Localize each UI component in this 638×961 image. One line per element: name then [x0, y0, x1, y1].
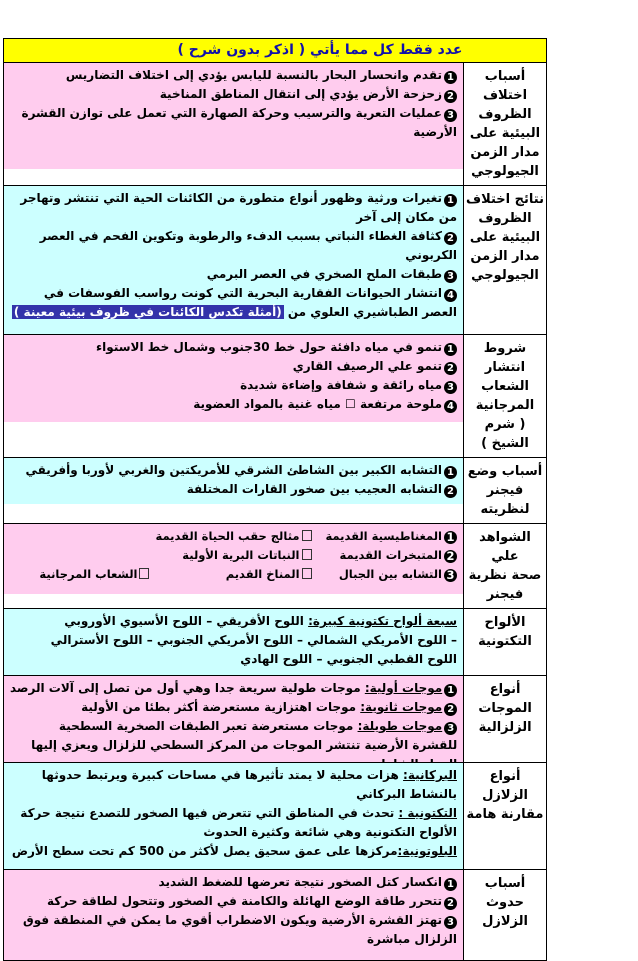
- label-line: الزلزالية: [478, 720, 532, 735]
- row-content: [4, 335, 463, 422]
- list-item: [10, 376, 457, 395]
- grid-cell: [318, 565, 457, 584]
- row-earthquake-causes: [4, 870, 546, 961]
- checkbox-icon: [139, 568, 149, 579]
- label-line: أنواع: [489, 682, 521, 697]
- row-content: [4, 763, 463, 869]
- item-text: اللوح الأفريقي – اللوح الأسيوي الأوروبي: [64, 614, 304, 628]
- highlighted-note: (أمثلة تكدس الكائنات في ظروف بيئية معينة ): [13, 305, 282, 319]
- number-marker: 2: [444, 362, 457, 375]
- lead-text: سبعة ألواح تكتونية كبيرة:: [308, 614, 457, 628]
- grid-cell: [10, 527, 149, 546]
- term: موجات ثانوية:: [360, 700, 443, 714]
- list-item: [10, 66, 457, 85]
- list-item: [10, 85, 457, 104]
- row-coral-reef-conditions: [4, 335, 546, 458]
- list-item: [10, 698, 457, 717]
- item-text: ملوحة مرتفعة ☐ مياه غنية بالمواد العضوية: [193, 397, 442, 411]
- checkbox-icon: [302, 568, 312, 579]
- checkbox-icon: [302, 549, 312, 560]
- row-label: [463, 63, 546, 185]
- term: موجات أولية:: [364, 681, 443, 695]
- label-line: التكتونية: [478, 634, 532, 649]
- label-line: أسباب اختلاف: [482, 69, 528, 103]
- label-line: شروط انتشار: [483, 341, 527, 375]
- label-line: صحة نظرية: [468, 568, 542, 583]
- number-marker: 2: [444, 90, 457, 103]
- label-line: فيجنر: [486, 587, 524, 602]
- item-text: هزات محلية لا يمتد تأثيرها في مساحات كبيرة ويرتبط حدوثها بالنشاط البركاني: [41, 768, 457, 801]
- label-line: الشعاب: [481, 379, 529, 394]
- item-text: النباتات البرية الأولية: [182, 548, 300, 562]
- number-marker: 1: [444, 684, 457, 697]
- list-item: [10, 357, 457, 376]
- row-content: [4, 870, 463, 960]
- label-line: الجيولوجي: [471, 268, 539, 283]
- number-marker: 2: [444, 485, 457, 498]
- worksheet-table: [3, 38, 547, 961]
- list-item: [10, 461, 457, 480]
- list-item: اللوح القطبي الجنوبي – اللوح الهادي: [240, 652, 457, 666]
- item-text: عمليات التعرية والترسيب وحركة الصهارة التي تعمل على توازن القشرة الأرضية: [21, 106, 457, 139]
- row-content: [4, 524, 463, 594]
- item-text: موجات مستعرضة تعبر الطبقات الصخرية السطحية للقشرة الأرضية تنتشر الموجات من المركز السطحي للزلزال ويعزي إليها: [31, 719, 458, 752]
- label-line: الألواح: [484, 615, 526, 630]
- row-environmental-change-results: [4, 186, 546, 335]
- number-marker: 2: [444, 232, 457, 245]
- item-text: المناخ القديم: [225, 567, 300, 581]
- number-marker: 3: [444, 916, 457, 929]
- list-item: [10, 104, 457, 142]
- row-content: [4, 458, 463, 504]
- number-marker: 3: [444, 569, 457, 582]
- number-marker: 3: [444, 109, 457, 122]
- item-text: المتبخرات القديمة: [339, 548, 442, 562]
- item-text: موجات طولية سريعة جدا وهي أول من تصل إلى آلات الرصد: [10, 681, 361, 695]
- number-marker: 2: [444, 703, 457, 716]
- item-text: مياه رائقة و شفافة وإضاءة شديدة: [240, 378, 442, 392]
- list-item: [10, 227, 457, 265]
- row-wegener-evidence: [4, 524, 546, 609]
- row-tectonic-plates: [4, 609, 546, 676]
- label-line: فيجنر لنظريته: [480, 483, 530, 517]
- number-marker: 1: [444, 466, 457, 479]
- item-text: مركزها على عمق سحيق يصل لأكثر من 500 كم تحت سطح الأرض: [11, 844, 398, 858]
- item-text: تقدم وانحسار البحار بالنسبة لليابس يؤدي إلى اختلاف التضاريس: [65, 68, 442, 82]
- label-line: أنواع الزلازل: [482, 769, 528, 803]
- term: البلوتونية:: [397, 844, 457, 858]
- list-item: [10, 480, 457, 499]
- label-line: البيئية على: [469, 126, 541, 141]
- row-label: [463, 335, 546, 457]
- row-content: [4, 186, 463, 334]
- item-text: انتشار الحيوانات الفقارية البحرية التي كونت رواسب الفوسفات في العصر الطباشيري العلوي من: [43, 286, 457, 319]
- table-header: عدد فقط كل مما يأتي ( اذكر بدون شرح ): [4, 39, 546, 63]
- label-line: الظروف: [478, 107, 532, 122]
- number-marker: 1: [444, 71, 457, 84]
- list-item: [10, 265, 457, 284]
- item-text: مثالج حقب الحياة القديمة: [155, 529, 300, 543]
- item-text: تتحرر طاقة الوضع الهائلة والكامنة في الصخور وتتحول لطاقة حركة: [47, 894, 442, 908]
- label-line: الظروف: [478, 211, 532, 226]
- row-label: [463, 870, 546, 960]
- item-text: زحزحة الأرض يؤدي إلى انتقال المناطق المناخية: [159, 87, 442, 101]
- list-item: [10, 284, 457, 322]
- grid-cell: [318, 527, 457, 546]
- list-item: [10, 842, 457, 861]
- number-marker: 1: [444, 878, 457, 891]
- list-item: [10, 892, 457, 911]
- list-item: [10, 804, 457, 842]
- label-line: الجيولوجي: [471, 164, 539, 179]
- item-text: موجات اهتزازية مستعرضة أكثر بطئا من الأولية: [81, 700, 357, 714]
- list-item: [10, 189, 457, 227]
- label-line: ( شرم الشيخ ): [481, 417, 529, 451]
- label-line: البيئية على: [469, 230, 541, 245]
- item-text: تحدث في المناطق التي تتعرض فيها الصخور للتصدع نتيجة حركة الألواح التكتونية وهي شائعة وكثيرة الحدوث: [20, 806, 457, 839]
- number-marker: 2: [444, 897, 457, 910]
- list-item: [10, 338, 457, 357]
- number-marker: 4: [444, 400, 457, 413]
- label-line: أسباب حدوث: [484, 876, 526, 910]
- item-text: تهتز القشرة الأرضية ويكون الاضطراب أقوي ما يمكن في المنطقة فوق الزلزال مباشرة: [22, 913, 457, 946]
- label-line: مدار الزمن: [470, 249, 540, 264]
- row-content: [4, 609, 463, 675]
- evidence-grid: [10, 527, 457, 584]
- item-text: انكسار كتل الصخور نتيجة تعرضها للضغط الشديد: [158, 875, 442, 889]
- number-marker: 3: [444, 381, 457, 394]
- row-label: [463, 458, 546, 523]
- grid-cell: [10, 546, 149, 565]
- item-text: الشعاب المرجانية: [39, 567, 138, 581]
- label-line: المرجانية: [475, 398, 535, 413]
- label-line: مقارنة هامة: [466, 807, 544, 822]
- grid-cell: [318, 546, 457, 565]
- number-marker: 1: [444, 531, 457, 544]
- label-line: مدار الزمن: [470, 145, 540, 160]
- label-line: نتائج اختلاف: [466, 192, 544, 207]
- label-line: الشواهد علي: [479, 530, 531, 564]
- list-item: [10, 911, 457, 949]
- row-content: [4, 63, 463, 169]
- row-wegener-reasons: [4, 458, 546, 524]
- item-text: التشابه بين الجبال: [338, 567, 442, 581]
- label-line: الزلازل: [482, 914, 528, 929]
- row-seismic-waves: [4, 676, 546, 763]
- item-text: كثافة الغطاء النباتي بسبب الدفء والرطوبة وتكوين الفحم في العصر الكربوني: [39, 229, 457, 262]
- row-earthquake-types: [4, 763, 546, 870]
- row-label: [463, 524, 546, 608]
- number-marker: 2: [444, 550, 457, 563]
- item-text: التشابه الكبير بين الشاطئ الشرقي للأمريكتين والغربي لأوربا وأفريقي: [25, 463, 442, 477]
- row-environmental-change-causes: [4, 63, 546, 186]
- grid-cell: [10, 565, 149, 584]
- number-marker: 3: [444, 270, 457, 283]
- checkbox-icon: [302, 530, 312, 541]
- grid-cell: [155, 546, 311, 565]
- term: موجات طويلة:: [357, 719, 443, 733]
- row-content: [4, 676, 463, 762]
- number-marker: 4: [444, 289, 457, 302]
- item-text: تنمو في مياه دافئة حول خط 30جنوب وشمال خط الاستواء: [96, 340, 442, 354]
- list-item: [10, 679, 457, 698]
- label-line: الموجات: [478, 701, 532, 716]
- number-marker: 3: [444, 722, 457, 735]
- number-marker: 1: [444, 343, 457, 356]
- grid-cell: [155, 565, 311, 584]
- list-item: [10, 395, 457, 414]
- list-item: [10, 612, 457, 631]
- item-text: طبقات الملح الصخري في العصر البرمي: [206, 267, 442, 281]
- row-label: [463, 676, 546, 762]
- row-label: [463, 186, 546, 334]
- item-text: المغناطيسية القديمة: [325, 529, 442, 543]
- list-item: [10, 766, 457, 804]
- row-label: [463, 763, 546, 869]
- list-item: [10, 873, 457, 892]
- term: التكتونية :: [398, 806, 457, 820]
- item-text: تنمو علي الرصيف القاري: [292, 359, 442, 373]
- row-label: [463, 609, 546, 675]
- term: البركانية:: [403, 768, 457, 782]
- item-text: التشابه العجيب بين صخور القارات المختلفة: [186, 482, 442, 496]
- list-item: – اللوح الأمريكي الشمالي – اللوح الأمريكي الجنوبي – اللوح الأسترالي: [50, 633, 457, 647]
- label-line: أسباب وضع: [467, 464, 543, 479]
- item-text: تغيرات ورثية وظهور أنواع متطورة من الكائنات الحية التي تنتشر وتهاجر من مكان إلى آخر: [20, 191, 457, 224]
- grid-cell: [155, 527, 311, 546]
- number-marker: 1: [444, 194, 457, 207]
